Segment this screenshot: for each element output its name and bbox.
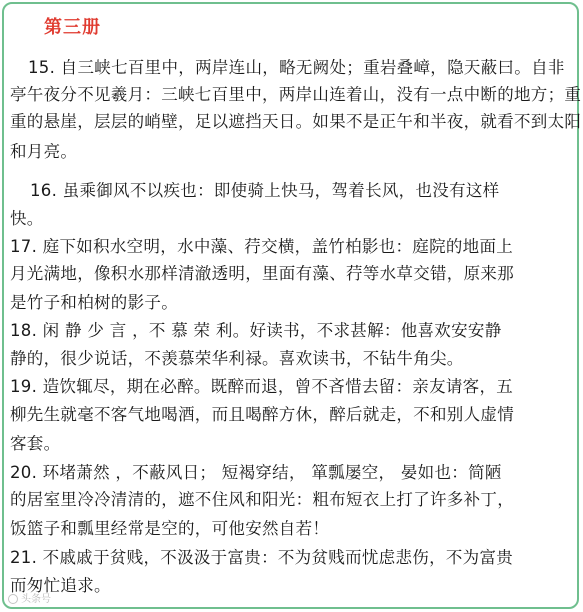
- text-line: 重的悬崖，层层的峭壁，足以遮挡天日。如果不是正午和半夜，就看不到太阳: [10, 112, 582, 131]
- text-line: 月光满地，像积水那样清澈透明，里面有藻、荇等水草交错，原来那: [10, 264, 514, 283]
- text-line: 16. 虽乘御风不以疾也：即使骑上快马，驾着长风，也没有这样: [30, 181, 500, 200]
- text-line: 15. 自三峡七百里中，两岸连山，略无阙处；重岩叠嶂，隐天蔽曰。自非: [28, 58, 565, 77]
- text-line: 18. 闲 静 少 言 ，不 慕 荣 利。好读书，不求甚解：他喜欢安安静: [10, 321, 502, 340]
- section-heading: 第三册: [44, 17, 101, 38]
- text-line: 和月亮。: [10, 142, 78, 161]
- watermark-text: 头条号: [21, 594, 51, 605]
- text-line: 19. 造饮辄尽，期在必醉。既醉而退，曾不吝惜去留：亲友请客，五: [10, 377, 514, 396]
- text-line: 的居室里冷冷清清的，遮不住风和阳光：粗布短衣上打了许多补丁，: [10, 490, 514, 509]
- text-line: 客套。: [10, 434, 61, 453]
- text-line: 而匆忙追求。: [10, 576, 111, 595]
- text-line: 17. 庭下如积水空明，水中藻、荇交横，盖竹柏影也：庭院的地面上: [10, 237, 514, 256]
- text-line: 21. 不戚戚于贫贱，不汲汲于富贵：不为贫贱而忧虑悲伤，不为富贵: [10, 548, 514, 567]
- text-line: 饭篮子和瓢里经常是空的，可他安然自若！: [10, 519, 330, 538]
- watermark: [8, 593, 51, 607]
- watermark-logo-icon: [8, 594, 18, 604]
- text-line: 亭午夜分不见羲月：三峡七百里中，两岸山连着山，没有一点中断的地方；重: [10, 85, 582, 104]
- text-line: 快。: [10, 209, 44, 228]
- text-line: 柳先生就毫不客气地喝酒，而且喝醉方休，醉后就走，不和别人虚情: [10, 405, 514, 424]
- text-line: 20. 环堵萧然 ，不蔽风日； 短褐穿结， 箪瓢屡空， 晏如也：简陋: [10, 463, 502, 482]
- text-line: 静的，很少说话，不羡慕荣华利禄。喜欢读书，不钻牛角尖。: [10, 349, 464, 368]
- text-line: 是竹子和柏树的影子。: [10, 293, 178, 312]
